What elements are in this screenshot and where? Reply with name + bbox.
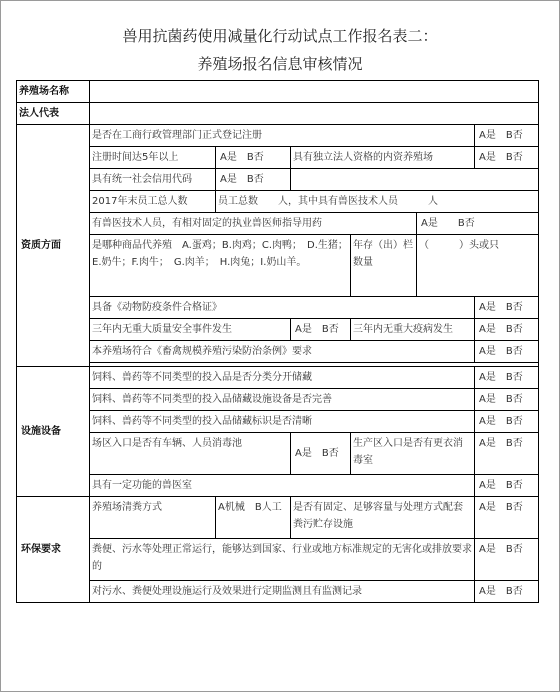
q-registered-5yrs-answer[interactable]: A是 B否 (216, 147, 291, 169)
q-registered-answer[interactable]: A是 B否 (475, 125, 539, 147)
q-vet-staff: 有兽医技术人员，有相对固定的执业兽医师指导用药 (90, 213, 417, 235)
q-pollution-compliance: 本养殖场符合《畜禽规模养殖污染防治条例》要求 (90, 341, 475, 363)
form-title: 兽用抗菌药使用减量化行动试点工作报名表二： (122, 27, 438, 45)
q-registered-5yrs: 注册时间达5年以上 (90, 147, 216, 169)
e-monitoring-records: 对污水、粪便处理设施运行及效果进行定期监测且有监测记录 (90, 581, 475, 603)
application-form-table (16, 80, 539, 603)
f-storage-labels-answer[interactable]: A是 B否 (475, 411, 539, 433)
f-storage-equipment: 饲料、兽药等不同类型的投入品储藏设施设备是否完善 (90, 389, 475, 411)
f-storage-labels: 饲料、兽药等不同类型的投入品储藏标识是否清晰 (90, 411, 475, 433)
q-credit-code-answer[interactable]: A是 B否 (216, 169, 291, 191)
f-vet-room: 具有一定功能的兽医室 (90, 475, 475, 497)
legal-rep-label: 法人代表 (17, 103, 90, 125)
section-environment: 环保要求 (17, 497, 90, 603)
f-entrance-disinfection: 场区入口是否有车辆、人员消毒池 (90, 433, 291, 475)
e-monitoring-records-answer[interactable]: A是 B否 (475, 581, 539, 603)
f-entrance-disinfection-answer[interactable]: A是 B否 (291, 433, 351, 475)
f-storage-equipment-answer[interactable]: A是 B否 (475, 389, 539, 411)
f-separate-storage-answer[interactable]: A是 B否 (475, 367, 539, 389)
e-manure-method-answer[interactable]: A机械 B人工 (216, 497, 291, 539)
e-treatment-standard: 粪便、污水等处理正常运行，能够达到国家、行业或地方标准规定的无害化或排放要求的 (90, 539, 475, 581)
q-staff-2017: 2017年末员工总人数 (90, 191, 216, 213)
form-subtitle: 养殖场报名信息审核情况 (197, 55, 363, 73)
q-credit-code-blank (291, 169, 539, 191)
f-vet-room-answer[interactable]: A是 B否 (475, 475, 539, 497)
q-registered: 是否在工商行政管理部门正式登记注册 (90, 125, 475, 147)
q-no-major-epidemic: 三年内无重大疫病发生 (351, 319, 475, 341)
section-qualification: 资质方面 (17, 125, 90, 367)
q-no-quality-incident: 三年内无重大质量安全事件发生 (90, 319, 291, 341)
q-epidemic-certificate-answer[interactable]: A是 B否 (475, 297, 539, 319)
q-credit-code: 具有统一社会信用代码 (90, 169, 216, 191)
e-manure-method: 养殖场清粪方式 (90, 497, 216, 539)
q-stock-count-value[interactable]: （ ）头或只 (417, 235, 539, 297)
farm-name-value[interactable] (90, 81, 539, 103)
section-facilities: 设施设备 (17, 367, 90, 497)
e-treatment-standard-answer[interactable]: A是 B否 (475, 539, 539, 581)
q-staff-count[interactable]: 员工总数 人，其中具有兽医技术人员 人 (216, 191, 539, 213)
q-pollution-compliance-answer[interactable]: A是 B否 (475, 341, 539, 363)
farm-name-label: 养殖场名称 (17, 81, 90, 103)
e-storage-facility-answer[interactable]: A是 B否 (475, 497, 539, 539)
q-livestock-type[interactable]: 是哪种商品代养殖 A.蛋鸡；B.肉鸡；C.肉鸭； D.生猪；E.奶牛；F.肉牛； G.肉羊； H.肉兔；I.奶山羊。 (90, 235, 351, 297)
f-separate-storage: 饲料、兽药等不同类型的投入品是否分类分开储藏 (90, 367, 475, 389)
q-independent-legal-answer[interactable]: A是 B否 (475, 147, 539, 169)
q-epidemic-certificate: 具备《动物防疫条件合格证》 (90, 297, 475, 319)
legal-rep-value[interactable] (90, 103, 539, 125)
q-no-quality-incident-answer[interactable]: A是 B否 (291, 319, 351, 341)
f-changing-room: 生产区入口是否有更衣消毒室 (351, 433, 475, 475)
q-no-major-epidemic-answer[interactable]: A是 B否 (475, 319, 539, 341)
q-vet-staff-answer[interactable]: A是 B否 (417, 213, 539, 235)
f-changing-room-answer[interactable]: A是 B否 (475, 433, 539, 475)
e-storage-facility: 是否有固定、足够容量与处理方式配套粪污贮存设施 (291, 497, 475, 539)
q-independent-legal: 具有独立法人资格的内资养殖场 (291, 147, 475, 169)
q-stock-count-label: 年存（出）栏数量 (351, 235, 417, 297)
